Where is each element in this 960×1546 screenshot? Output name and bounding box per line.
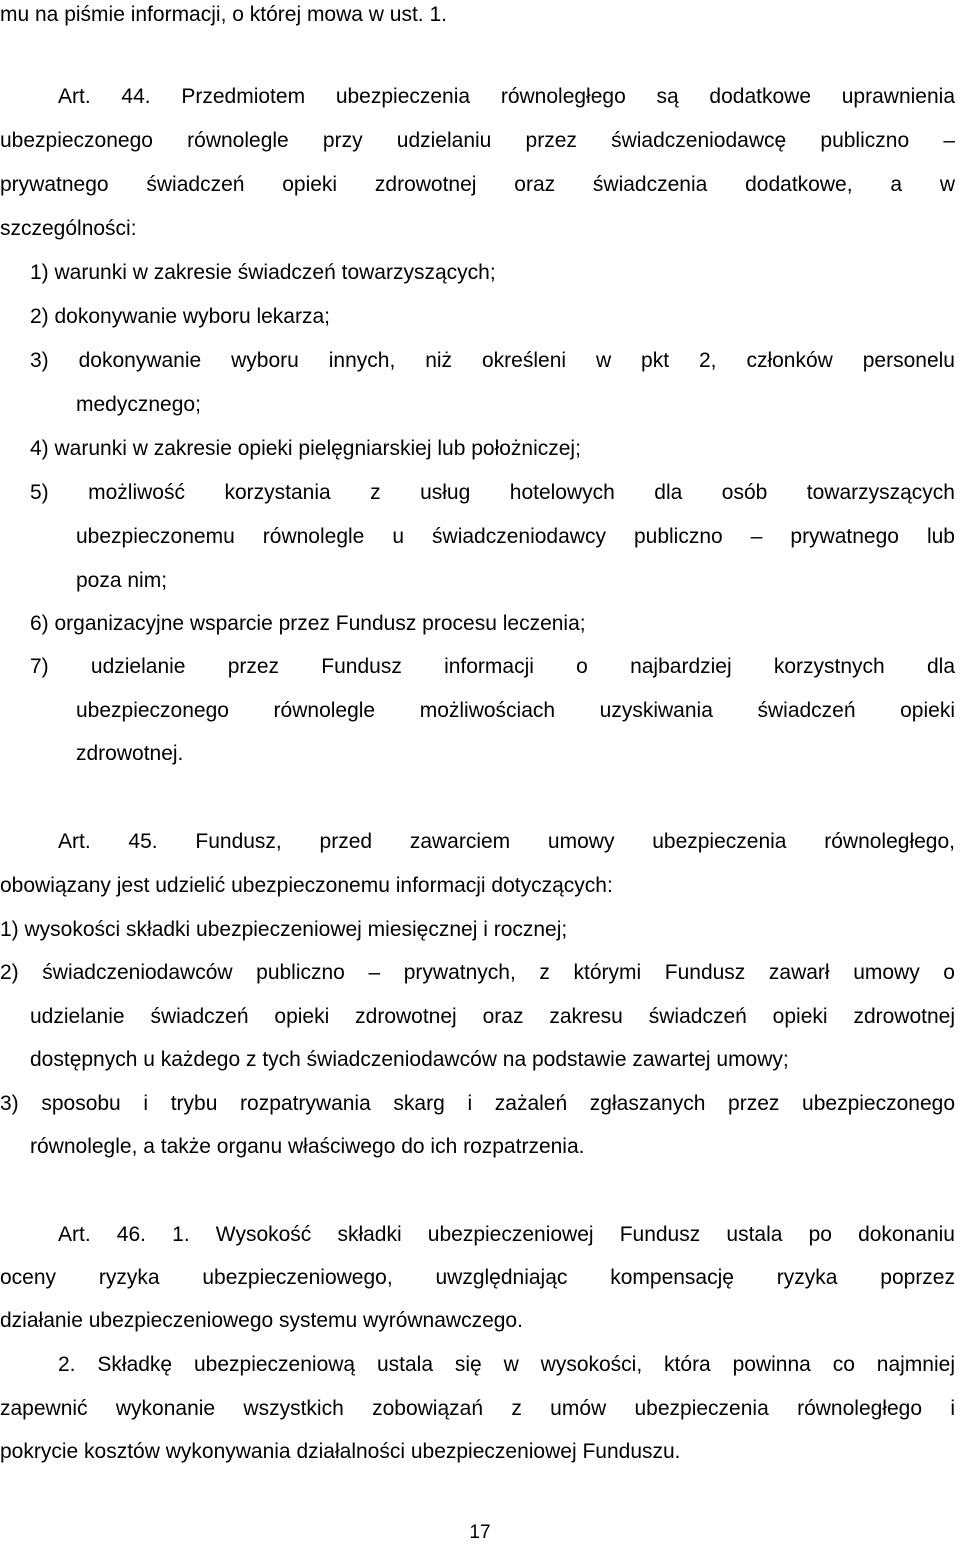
art44-item-3-cont: medycznego; bbox=[76, 393, 201, 416]
art44-line-2: ubezpieczonego równolegle przy udzielaniu przez świadczeniodawcę publiczno – bbox=[0, 129, 955, 152]
art46-line-6: pokrycie kosztów wykonywania działalności ubezpieczeniowej Funduszu. bbox=[0, 1440, 681, 1463]
art44-item-5: 5) możliwość korzystania z usług hotelowych dla osób towarzyszących bbox=[30, 481, 955, 504]
art44-item-6: 6) organizacyjne wsparcie przez Fundusz procesu leczenia; bbox=[30, 612, 586, 635]
art45-item-2-cont-1: udzielanie świadczeń opieki zdrowotnej oraz zakresu świadczeń opieki zdrowotnej bbox=[30, 1005, 955, 1028]
art46-line-1: Art. 46. 1. Wysokość składki ubezpieczeniowej Fundusz ustala po dokonaniu bbox=[58, 1223, 955, 1246]
art44-line-1: Art. 44. Przedmiotem ubezpieczenia równoległego są dodatkowe uprawnienia bbox=[58, 85, 955, 108]
art44-line-4: szczególności: bbox=[0, 217, 137, 240]
art44-item-5-cont-1: ubezpieczonemu równolegle u świadczeniodawcy publiczno – prywatnego lub bbox=[76, 525, 955, 548]
art44-item-7-cont-1: ubezpieczonego równolegle możliwościach uzyskiwania świadczeń opieki bbox=[76, 699, 955, 722]
art45-item-3-cont: równolegle, a także organu właściwego do ich rozpatrzenia. bbox=[30, 1135, 585, 1158]
art46-line-2: oceny ryzyka ubezpieczeniowego, uwzględniając kompensację ryzyka poprzez bbox=[0, 1266, 955, 1289]
art45-item-2: 2) świadczeniodawców publiczno – prywatnych, z którymi Fundusz zawarł umowy o bbox=[0, 961, 955, 984]
art46-line-4: 2. Składkę ubezpieczeniową ustala się w wysokości, która powinna co najmniej bbox=[58, 1353, 955, 1376]
art44-item-1: 1) warunki w zakresie świadczeń towarzyszących; bbox=[30, 261, 496, 284]
art45-line-2: obowiązany jest udzielić ubezpieczonemu informacji dotyczących: bbox=[0, 874, 613, 897]
art45-item-3: 3) sposobu i trybu rozpatrywania skarg i zażaleń zgłaszanych przez ubezpieczonego bbox=[0, 1092, 955, 1115]
art45-item-2-cont-2: dostępnych u każdego z tych świadczeniodawców na podstawie zawartej umowy; bbox=[30, 1048, 789, 1071]
art46-line-5: zapewnić wykonanie wszystkich zobowiązań z umów ubezpieczenia równoległego i bbox=[0, 1397, 955, 1420]
page-number: 17 bbox=[469, 1522, 491, 1543]
art44-item-7: 7) udzielanie przez Fundusz informacji o najbardziej korzystnych dla bbox=[30, 655, 955, 678]
art46-line-3: działanie ubezpieczeniowego systemu wyrównawczego. bbox=[0, 1309, 523, 1332]
intro-line: mu na piśmie informacji, o której mowa w ust. 1. bbox=[0, 3, 447, 26]
art44-line-3: prywatnego świadczeń opieki zdrowotnej oraz świadczenia dodatkowe, a w bbox=[0, 173, 955, 196]
art45-item-1: 1) wysokości składki ubezpieczeniowej miesięcznej i rocznej; bbox=[0, 918, 568, 941]
art45-line-1: Art. 45. Fundusz, przed zawarciem umowy ubezpieczenia równoległego, bbox=[58, 830, 955, 853]
art44-item-4: 4) warunki w zakresie opieki pielęgniarskiej lub położniczej; bbox=[30, 437, 581, 460]
art44-item-7-cont-2: zdrowotnej. bbox=[76, 742, 184, 765]
art44-item-2: 2) dokonywanie wyboru lekarza; bbox=[30, 305, 330, 328]
art44-item-5-cont-2: poza nim; bbox=[76, 569, 168, 592]
art44-item-3: 3) dokonywanie wyboru innych, niż określeni w pkt 2, członków personelu bbox=[30, 349, 955, 372]
